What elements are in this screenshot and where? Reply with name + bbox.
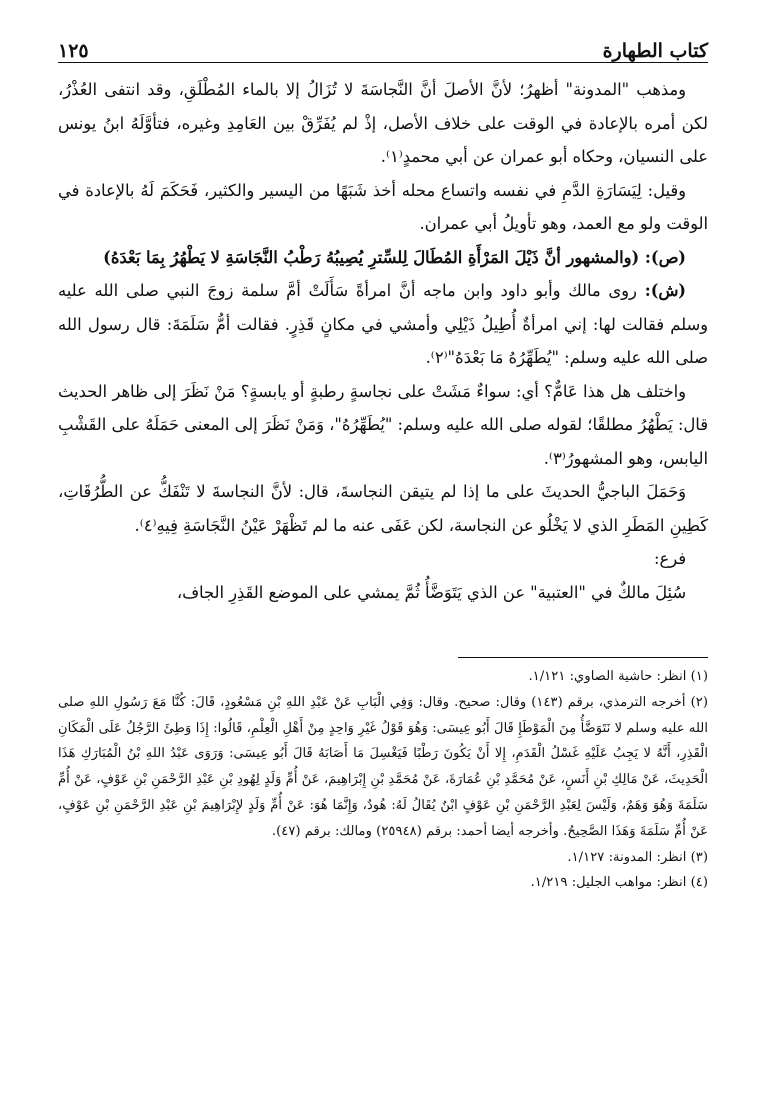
footnote-separator: [458, 657, 708, 658]
paragraph: وَحَمَلَ الباجيُّ الحديثَ على ما إذا لم يتيقن النجاسةَ، قال: لأنَّ النجاسةَ لا تَنْفَكُّ عن الطُّرُقَاتِ، كَطِينِ المَطَرِ الذي لا يَخْلُو عن النجاسة، لكن عَفَى عنه ما لم تَظْهَرْ عَيْنُ النَّجَاسَةِ فِيهِ⁽٤⁾.: [58, 482, 708, 535]
matn-label: (ص):: [644, 247, 686, 267]
paragraph: وقيل: لِيَسَارَةِ الدَّمِ في نفسه واتساع محله أخذ شَبَهًا من اليسير والكثير، فَحَكَمَ لَهُ بالإعادة في الوقت ولو مع العمد، وهو تأويلُ أبي عمران.: [58, 180, 708, 233]
subheading: فرع:: [654, 549, 686, 568]
sharh-label: (ش):: [644, 281, 686, 300]
page-number: ١٢٥: [58, 40, 89, 62]
paragraph: سُئِلَ مالكٌ في "العتبية" عن الذي يَتَوَضَّأُ ثُمَّ يمشي على الموضع القَذِرِ الجاف،: [176, 582, 686, 602]
book-title: كتاب الطهارة: [602, 40, 708, 62]
sharh-text: روى مالك وأبو داود وابن ماجه أنَّ امرأةً سَأَلَتْ أمَّ سلمة زوجَ النبي صلى الله عليه وسلم فقالت لها: إني امرأةٌ أُطِيلُ ذَيْلِي وأمشي في مكانٍ قَذِرٍ. فقالت أمُّ سَلَمَةَ: قال رسول الله صلى الله عليه وسلم: "يُطَهِّرُهُ مَا بَعْدَهُ"⁽٢⁾.: [58, 281, 708, 367]
footnote: (٢) أخرجه الترمذي، برقم (١٤٣) وقال: صحيح. وقال: وَفِي الْبَابِ عَنْ عَبْدِ اللهِ بْنِ مَسْعُودٍ، قَالَ: كُنَّا مَعَ رَسُولِ اللهِ صلى الله عليه وسلم لا نَتَوَضَّأُ مِنَ الْمَوْطَإِ قَالَ أَبُو عِيسَى: وَهُوَ قَوْلُ غَيْرِ وَاحِدٍ مِنْ أَهْلِ الْعِلْمِ، قَالُوا: إِذَا وَطِئَ الرَّجُلُ عَلَى الْمَكَانِ الْقَذِرِ، أَنَّهُ لا يَجِبُ عَلَيْهِ غَسْلُ الْقَدَمِ، إِلا أَنْ يَكُونَ رَطْبًا فَيَغْسِلَ مَا أَصَابَهُ قَالَ أَبُو عِيسَى: وَرَوَى عَبْدُ اللهِ بْنُ الْمُبَارَكِ هَذَا الْحَدِيثَ، عَنْ مَالِكِ بْنِ أَنَسٍ، عَنْ مُحَمَّدِ بْنِ عُمَارَةَ، عَنْ مُحَمَّدِ بْنِ إِبْرَاهِيمَ، عَنْ أُمِّ وَلَدٍ لِهُودِ بْنِ عَبْدِ الرَّحْمَنِ بْنِ عَوْفٍ، عَنْ أُمِّ سَلَمَةَ وَهُوَ وَهَمٌ، وَلَيْسَ لِعَبْدِ الرَّحْمَنِ بْنِ عَوْفٍ ابْنٌ يُقَالُ لَهُ: هُودٌ، وَإِنَّمَا هُوَ: عَنْ أُمِّ وَلَدٍ لإِبْرَاهِيمَ بْنِ عَبْدِ الرَّحْمَنِ بْنِ عَوْفٍ، عَنْ أُمِّ سَلَمَةَ وَهَذَا الصَّحِيحُ. وأخرجه أيضا أحمد: برقم (٢٥٩٤٨) ومالك: برقم (٤٧).: [58, 694, 708, 839]
paragraph: ومذهب "المدونة" أظهرُ؛ لأنَّ الأصلَ أنَّ النَّجاسَةَ لا تُزَالُ إلا بالماء المُطْلَقِ، وقد انتفى العُذْرُ، لكن أمره بالإعادة في الوقت على خلاف الأصل، إذْ لم يُفَرِّقْ بين العَامِدِ وغيره، فتأوَّلَهُ ابنُ يونس على النسيان، وحكاه أبو عمران عن أبي محمدٍ⁽١⁾.: [58, 80, 708, 166]
footnotes: [58, 664, 708, 896]
footnote: (٣) انظر: المدونة: ١/١٢٧.: [567, 849, 708, 865]
running-header: [58, 30, 708, 63]
footnote: (٤) انظر: مواهب الجليل: ١/٢١٩.: [530, 875, 708, 891]
matn-text: (والمشهور أنَّ ذَيْلَ المَرْأَةِ المُطَالَ لِلسِّترِ يُصِيبُهُ رَطْبُ النَّجَاسَةِ لا يَطْهُرُ بِمَا بَعْدَهُ): [103, 247, 640, 267]
main-text: [58, 73, 708, 609]
sharh-paragraph: [58, 274, 708, 375]
paragraph: واختلف هل هذا عَامٌّ؟ أي: سواءٌ مَشَتْ على نجاسةٍ رطبةٍ أو يابسةٍ؟ مَنْ نَظَرَ إلى ظاهر الحديث قال: يَطْهُرُ مطلقًا؛ لقوله صلى الله عليه وسلم: "يُطَهِّرُهُ"، وَمَنْ نَظَرَ إلى المعنى حَمَلَهُ على القَشْبِ اليابس، وهو المشهورُ⁽٣⁾.: [58, 381, 708, 468]
matn-paragraph: [58, 241, 708, 275]
book-page: [58, 30, 708, 1080]
footnote: (١) انظر: حاشية الصاوي: ١/١٢١.: [528, 669, 708, 684]
